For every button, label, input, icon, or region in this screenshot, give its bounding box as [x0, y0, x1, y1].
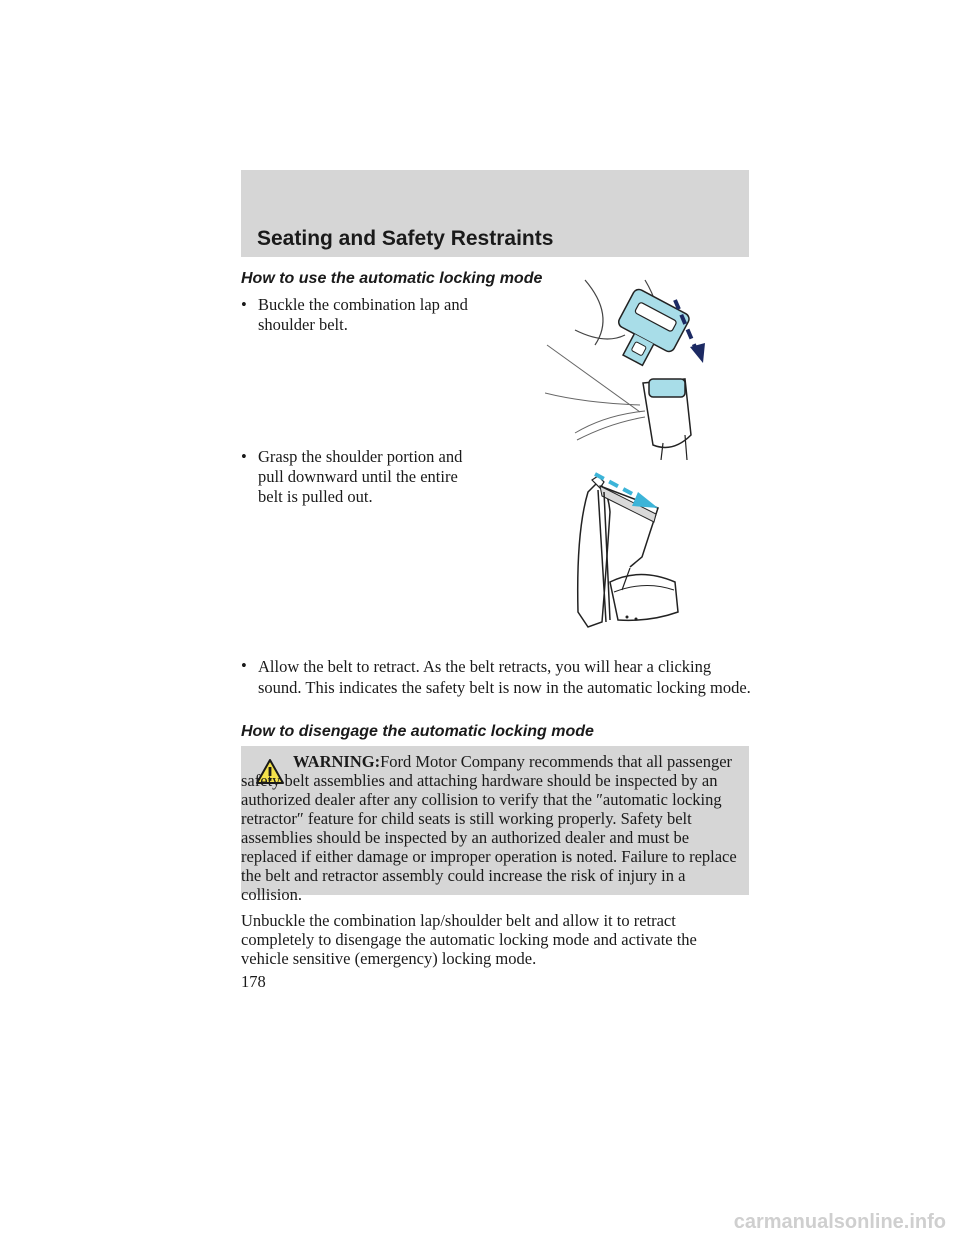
- bullet-item-2: [241, 447, 541, 512]
- body-paragraph: Unbuckle the combination lap/shoulder belt and allow it to retract completely to disengage the automatic locking mode and activate the vehicle sensitive (emergency) locking mode.: [241, 911, 697, 968]
- warning-label: WARNING:: [293, 752, 381, 771]
- watermark: carmanualsonline.info: [733, 1211, 946, 1233]
- warning-box: [241, 746, 749, 904]
- buckle-latch-illustration: [545, 275, 725, 460]
- heading-use-locking-mode: How to use the automatic locking mode: [241, 270, 543, 287]
- page-number: 178: [241, 972, 266, 991]
- bullet-symbol: •: [241, 447, 247, 466]
- section-header-band: [241, 170, 749, 257]
- seat-belt-pull-illustration: [570, 472, 690, 642]
- heading-disengage-locking-mode: How to disengage the automatic locking mode: [241, 723, 594, 740]
- bullet-text: Buckle the combination lap and shoulder belt.: [258, 295, 468, 334]
- bullet-text: Grasp the shoulder portion and pull downward until the entire belt is pulled out.: [258, 447, 463, 506]
- bullet-symbol: •: [241, 656, 247, 675]
- warning-text: Ford Motor Company recommends that all passenger safety belt assemblies and attaching hardware should be inspected by an authorized dealer after any collision to verify that the ″automatic locking retractor″ feature for child seats is still working properly. Safety belt assemblies should be inspected by an authorized dealer and must be replaced if either damage or improper operation is noted. Failure to replace the belt and retractor assembly could increase the risk of injury in a collision.: [241, 752, 737, 904]
- section-title: Seating and Safety Restraints: [257, 227, 554, 250]
- bullet-symbol: •: [241, 295, 247, 314]
- bullet-item-1: [241, 295, 541, 340]
- warning-text-block: [241, 752, 745, 904]
- bullet-text: Allow the belt to retract. As the belt retracts, you will hear a clicking sound. This indicates the safety belt is now in the automatic locking mode.: [258, 657, 751, 697]
